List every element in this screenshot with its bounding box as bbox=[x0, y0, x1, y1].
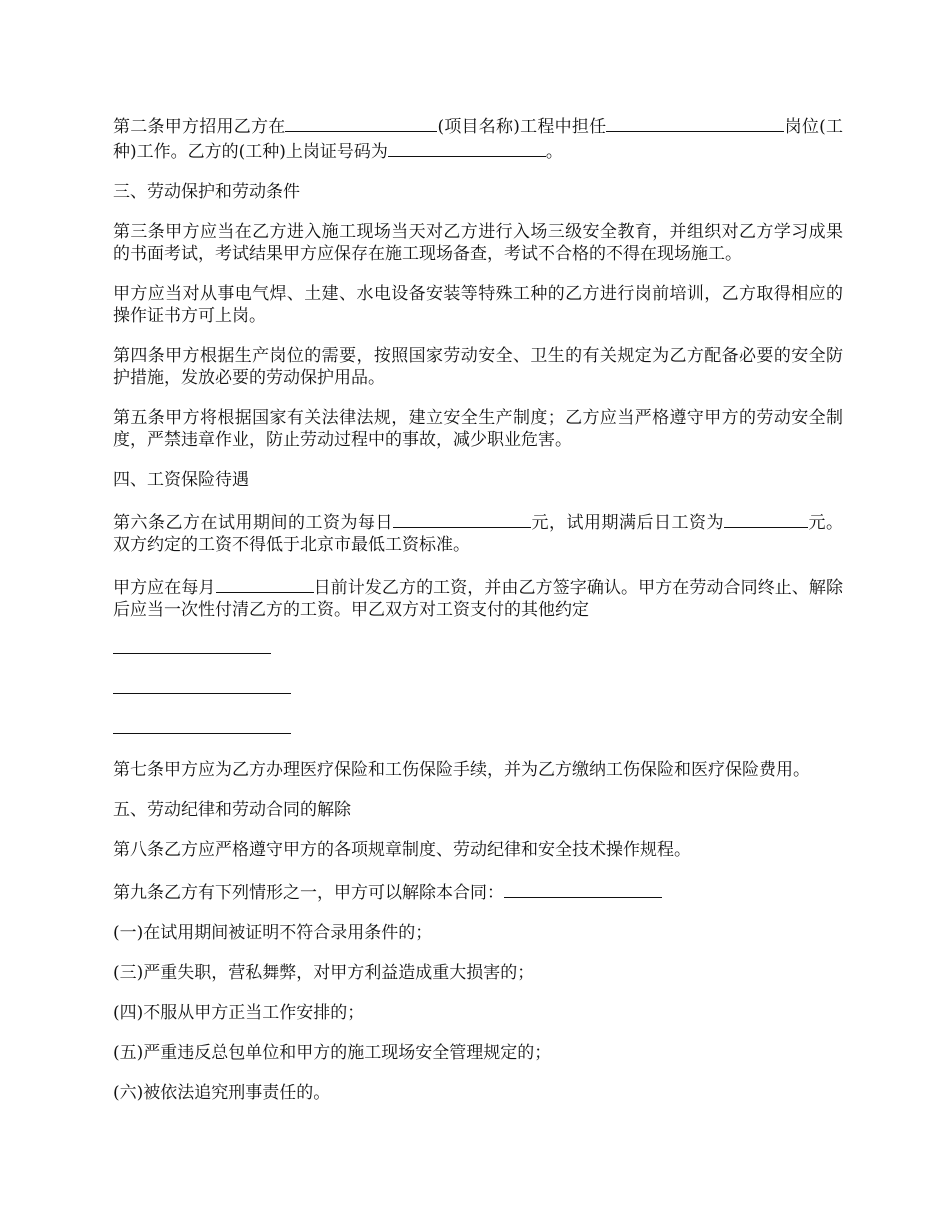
contract-page bbox=[113, 113, 843, 1122]
trial-wage-blank bbox=[393, 509, 531, 528]
other-agreement-line-3 bbox=[113, 719, 843, 741]
article-2: 第二条甲方招用乙方在 (项目名称)工程中担任 岗位(工种)工作。乙方的(工种)上岗证号码为 。 bbox=[113, 113, 843, 163]
special-training-paragraph: 甲方应当对从事电气焊、土建、水电设备安装等特殊工种的乙方进行岗前培训，乙方取得相应的操作证书方可上岗。 bbox=[113, 284, 843, 326]
article-6: 第六条乙方在试用期间的工资为每日 元，试用期满后日工资为 元。双方约定的工资不得低于北京市最低工资标准。 bbox=[113, 509, 843, 556]
list-item: (三)严重失职，营私舞弊，对甲方利益造成重大损害的； bbox=[113, 963, 535, 983]
termination-blank bbox=[504, 879, 662, 898]
list-item: (六)被依法追究刑事责任的。 bbox=[113, 1083, 331, 1103]
section-3-heading: 三、劳动保护和劳动条件 bbox=[113, 182, 300, 202]
article-7: 第七条甲方应为乙方办理医疗保险和工伤保险手续，并为乙方缴纳工伤保险和医疗保险费用。 bbox=[113, 760, 810, 780]
article-5: 第五条甲方将根据国家有关法律法规，建立安全生产制度；乙方应当严格遵守甲方的劳动安全制度，严禁违章作业，防止劳动过程中的事故，减少职业危害。 bbox=[113, 408, 843, 450]
list-item: (一)在试用期间被证明不符合录用条件的； bbox=[113, 923, 433, 943]
article-8: 第八条乙方应严格遵守甲方的各项规章制度、劳动纪律和安全技术操作规程。 bbox=[113, 840, 691, 860]
payday-paragraph: 甲方应在每月 日前计发乙方的工资，并由乙方签字确认。甲方在劳动合同终止、解除后应当一次性付清乙方的工资。甲乙双方对工资支付的其他约定 bbox=[113, 574, 843, 621]
article-9: 第九条乙方有下列情形之一，甲方可以解除本合同： bbox=[113, 879, 843, 904]
other-agreement-line-1 bbox=[113, 639, 843, 661]
project-name-blank bbox=[285, 113, 437, 132]
article-3: 第三条甲方应当在乙方进入施工现场当天对乙方进行入场三级安全教育，并组织对乙方学习成果的书面考试，考试结果甲方应保存在施工现场备查，考试不合格的不得在现场施工。 bbox=[113, 222, 843, 264]
list-item: (五)严重违反总包单位和甲方的施工现场安全管理规定的； bbox=[113, 1043, 552, 1063]
regular-wage-blank bbox=[724, 509, 808, 528]
list-item: (四)不服从甲方正当工作安排的； bbox=[113, 1003, 365, 1023]
article-4: 第四条甲方根据生产岗位的需要，按照国家劳动安全、卫生的有关规定为乙方配备必要的安全防护措施，发放必要的劳动保护用品。 bbox=[113, 346, 843, 388]
certificate-number-blank bbox=[388, 138, 546, 157]
section-4-heading: 四、工资保险待遇 bbox=[113, 470, 249, 490]
payday-blank bbox=[216, 574, 314, 593]
position-blank bbox=[606, 113, 784, 132]
other-agreement-line-2 bbox=[113, 679, 843, 701]
section-5-heading: 五、劳动纪律和劳动合同的解除 bbox=[113, 800, 351, 820]
